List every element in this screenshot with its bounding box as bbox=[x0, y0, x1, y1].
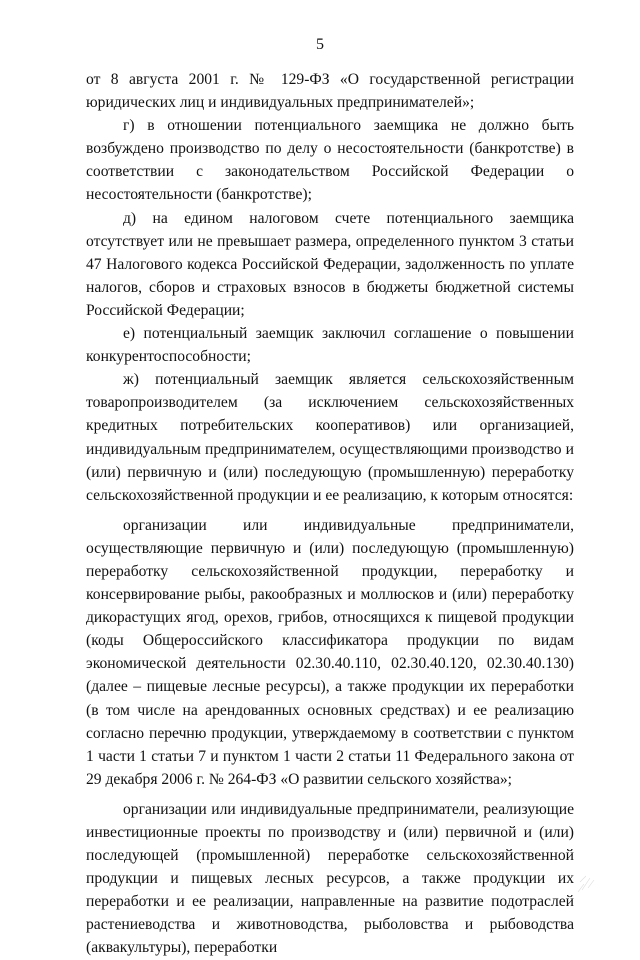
scan-artifact bbox=[574, 866, 604, 896]
paragraph-continuation: от 8 августа 2001 г. № 129-ФЗ «О государственной регистрации юридических лиц и индивидуальных предпринимателей»; bbox=[86, 71, 574, 112]
paragraph-processing-organizations: организации или индивидуальные предприниматели, осуществляющие первичную и (или) последующую (промышленную) переработку сельскохозяйственной продукции, переработку и консервирование рыбы, ракообразных и моллюсков и (или) переработку дикорастущих ягод, орехов, грибов, относящихся к пищевой продукции (коды Общероссийского классификатора продукции по видам экономической деятельности 02.30.40.110, 02.30.40.120, 02.30.40.130) (далее – пищевые лесные ресурсы), а также продукции их переработки (в том числе на арендованных основных средствах) и ее реализацию согласно перечню продукции, утверждаемому в соответствии с пунктом 1 части 1 статьи 7 и пунктом 1 части 2 статьи 11 Федерального закона от 29 декабря 2006 г. № 264-ФЗ «О развитии сельского хозяйства»; bbox=[86, 516, 574, 788]
paragraph-item-d: д) на едином налоговом счете потенциального заемщика отсутствует или не превышает размера, определенного пунктом 3 статьи 47 Налогового кодекса Российской Федерации, задолженность по уплате налогов, сборов и страховых взносов в бюджеты бюджетной системы Российской Федерации; bbox=[86, 209, 574, 319]
paragraph-item-e: е) потенциальный заемщик заключил соглашение о повышении конкурентоспособности; bbox=[86, 325, 574, 366]
paragraph-investment-organizations: организации или индивидуальные предприниматели, реализующие инвестиционные проекты по производству и (или) первичной и (или) последующей (промышленной) переработке сельскохозяйственной продукции и пищевых лесных ресурсов, а также продукции их переработки и ее реализации, направленные на развитие подотраслей растениеводства и животноводства, рыболовства и рыбоводства (аквакультуры), переработки bbox=[86, 800, 574, 957]
document-body bbox=[86, 68, 574, 960]
paragraph-item-g: г) в отношении потенциального заемщика не должно быть возбуждено производство по делу о несостоятельности (банкротстве) в соответствии с законодательством Российской Федерации о несостоятельности (банкротстве); bbox=[86, 117, 574, 204]
page-number: 5 bbox=[316, 36, 324, 53]
paragraph-item-zh: ж) потенциальный заемщик является сельскохозяйственным товаропроизводителем (за исключением сельскохозяйственных кредитных потребительских кооперативов) или организацией, индивидуальным предпринимателем, осуществляющими производство и (или) первичную и (или) последующую (промышленную) переработку сельскохозяйственной продукции и ее реализацию, к которым относятся: bbox=[86, 371, 574, 504]
